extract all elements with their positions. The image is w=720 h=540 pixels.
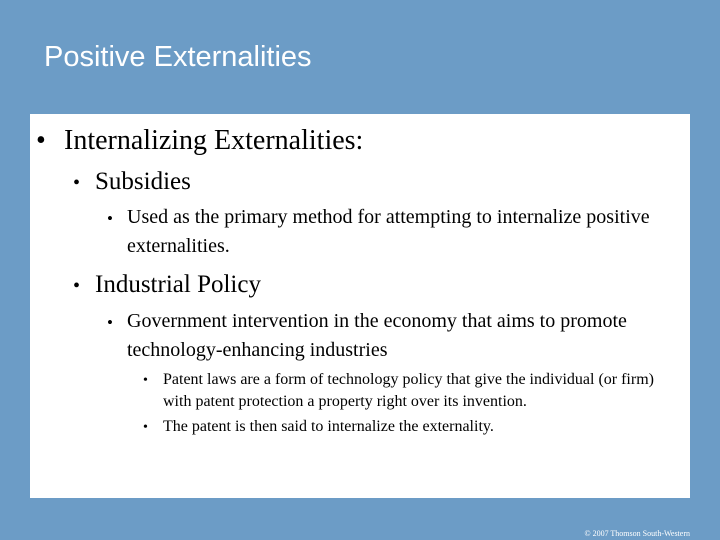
bullet-glyph: • [36, 125, 46, 156]
bullet-glyph: • [143, 373, 148, 388]
bullet-text: Used as the primary method for attempting to internalize positive externalities. [127, 206, 650, 257]
bullet-text: Internalizing Externalities: [64, 125, 364, 156]
bullet-subsidies-detail [107, 203, 682, 261]
bullet-government-intervention [107, 307, 652, 365]
content-panel [30, 114, 690, 498]
bullet-patent-laws [143, 369, 683, 413]
copyright-notice: © 2007 Thomson South-Western [584, 529, 690, 538]
bullet-text: Patent laws are a form of technology policy that give the individual (or firm) with patent protection a property right over its invention. [163, 371, 654, 410]
bullet-glyph: • [107, 209, 113, 228]
slide-title: Positive Externalities [44, 41, 312, 73]
bullet-glyph: • [73, 172, 81, 194]
bullet-text: Subsidies [95, 168, 191, 195]
bullet-subsidies [73, 167, 673, 196]
bullet-patent-internalize [143, 416, 683, 438]
bullet-glyph: • [73, 275, 81, 297]
bullet-text: Industrial Policy [95, 271, 261, 298]
bullet-text: The patent is then said to internalize the externality. [163, 418, 494, 435]
bullet-glyph: • [143, 420, 148, 435]
bullet-internalizing-externalities [36, 125, 676, 157]
bullet-glyph: • [107, 313, 113, 332]
bullet-industrial-policy [73, 270, 673, 299]
bullet-text: Government intervention in the economy that aims to promote technology-enhancing industries [127, 310, 627, 361]
